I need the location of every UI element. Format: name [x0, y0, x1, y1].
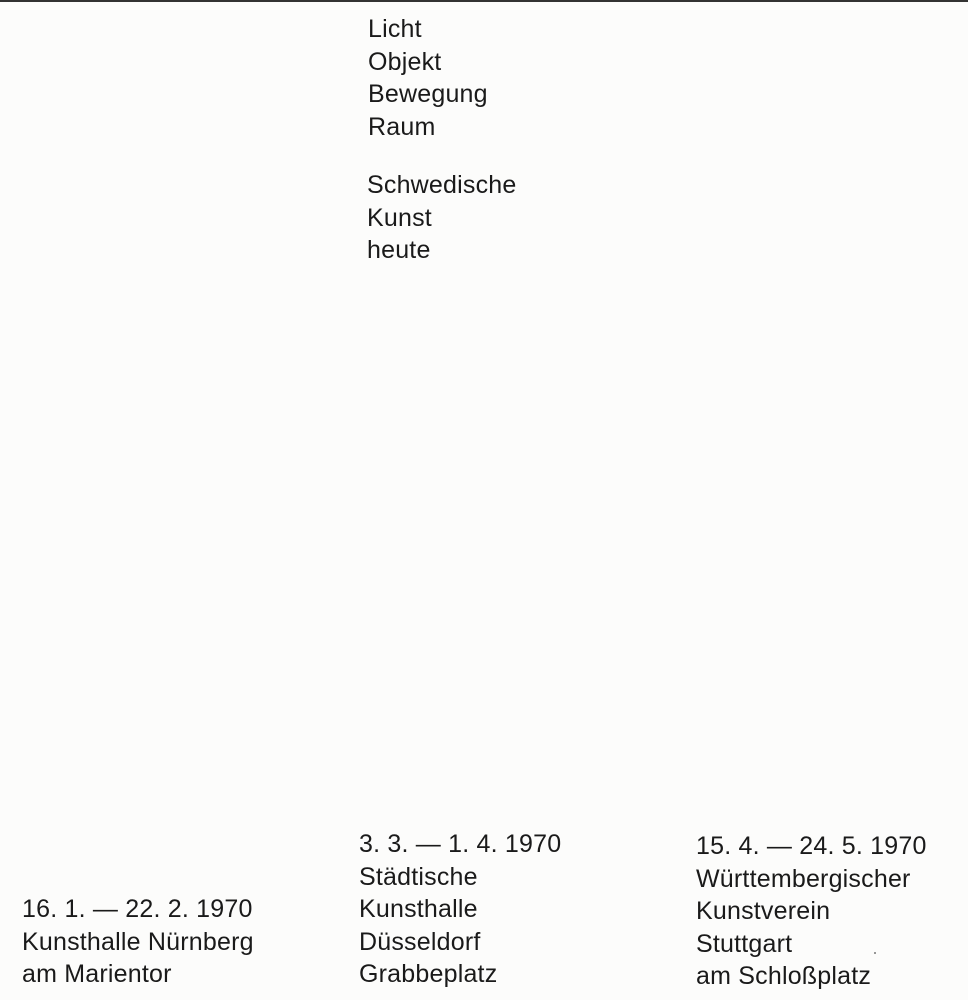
subtitle-line: Schwedische	[367, 171, 517, 199]
venue-line: Württembergischer	[696, 864, 911, 893]
venue-nuernberg	[22, 893, 254, 991]
venue-duesseldorf	[359, 828, 561, 991]
top-rule	[0, 0, 968, 2]
venue-stuttgart	[696, 830, 927, 993]
venue-line: Grabbeplatz	[359, 960, 498, 988]
title-line: Licht	[368, 15, 422, 43]
venue-line: Stuttgart	[696, 929, 793, 958]
venue-dates: 3. 3. — 1. 4. 1970	[359, 830, 562, 858]
subtitle-line: Kunst	[367, 203, 432, 232]
venue-line: Städtische	[359, 862, 478, 891]
exhibition-subtitle	[367, 169, 517, 267]
title-line: Raum	[368, 112, 436, 141]
print-speck	[874, 952, 876, 954]
title-line: Objekt	[368, 47, 442, 76]
venue-dates: 16. 1. — 22. 2. 1970	[22, 895, 253, 923]
venue-line: am Marientor	[22, 960, 172, 988]
subtitle-line: heute	[367, 236, 431, 264]
venue-line: Düsseldorf	[359, 927, 481, 956]
venue-dates: 15. 4. — 24. 5. 1970	[696, 832, 927, 860]
exhibition-title	[368, 13, 488, 143]
venue-line: am Schloßplatz	[696, 962, 872, 990]
venue-line: Kunstverein	[696, 897, 831, 925]
title-line: Bewegung	[368, 80, 488, 108]
venue-line: Kunsthalle Nürnberg	[22, 927, 254, 956]
venue-line: Kunsthalle	[359, 895, 478, 923]
